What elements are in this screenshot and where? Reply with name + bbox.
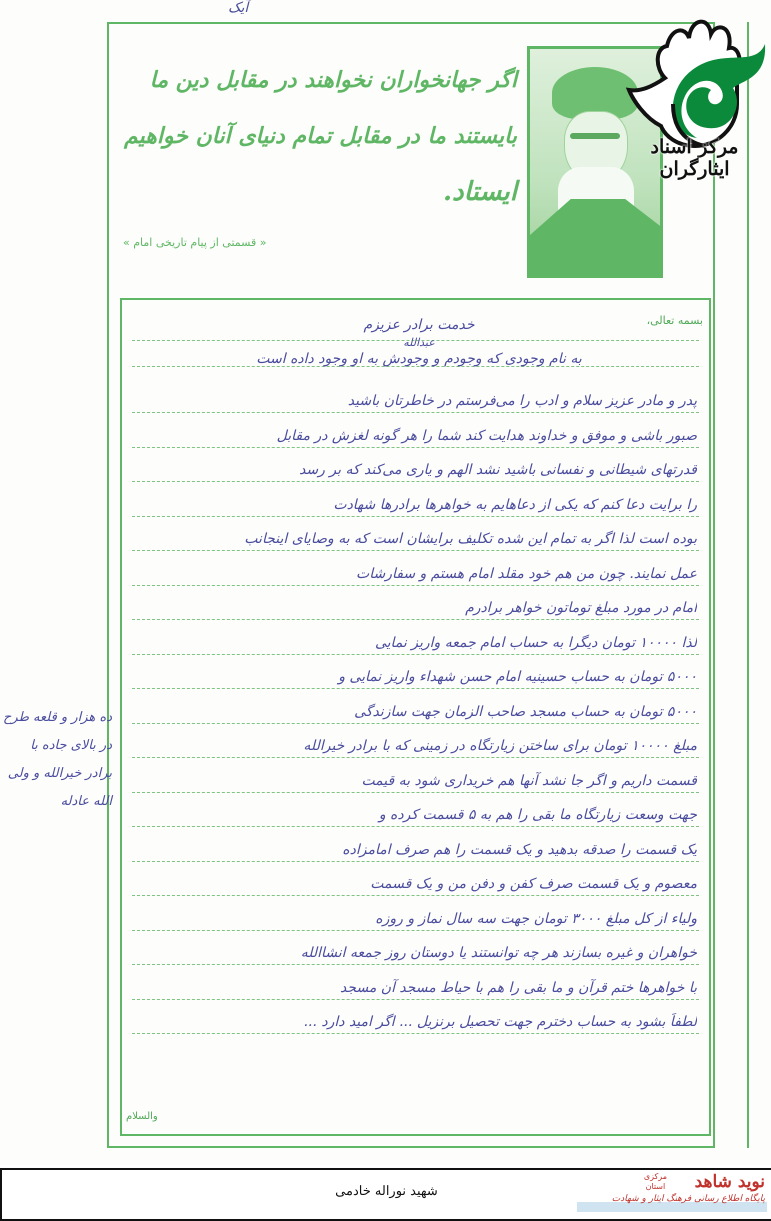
top-handwritten-note: آیک bbox=[228, 0, 249, 16]
handwritten-line: مبلغ ۱۰۰۰۰ تومان برای ساختن زیارتگاه در زمینی که با برادر خیرالله bbox=[303, 738, 697, 754]
salutation-line: خدمت برادر عزیزم bbox=[363, 317, 475, 333]
logo-tagline: پایگاه اطلاع رسانی فرهنگ ایثار و شهادت bbox=[611, 1194, 765, 1204]
ruled-line bbox=[132, 861, 699, 862]
ruled-line bbox=[132, 688, 699, 689]
logo-province-line-1: مرکزی bbox=[643, 1172, 667, 1181]
ruled-line bbox=[132, 516, 699, 517]
logo-province-line-2: استان bbox=[645, 1182, 666, 1191]
ruled-line bbox=[132, 412, 699, 413]
quote-line-3: ایستاد. bbox=[442, 177, 517, 207]
bismillah-heading: بسمه تعالی، bbox=[646, 314, 703, 327]
handwritten-line: با خواهرها ختم قرآن و ما بقی را هم با حیاط مسجد آن مسجد bbox=[339, 979, 697, 996]
handwritten-line: ولیاء از کل مبلغ ۳۰۰۰ تومان جهت سه سال نماز و روزه bbox=[375, 910, 697, 927]
handwritten-line: جهت وسعت زیارتگاه ما بقی را هم به ۵ قسمت کرده و bbox=[378, 807, 697, 823]
margin-handwritten-note: ده هزار و قلعه طرح در بالای جاده با برادر خیرالله و ولی الله عادله bbox=[3, 710, 112, 809]
ruled-line bbox=[132, 964, 699, 965]
letterhead-quote bbox=[117, 52, 517, 220]
martyr-name-caption: شهید نوراله خادمی bbox=[335, 1184, 438, 1199]
portrait-robe bbox=[530, 199, 663, 278]
ruled-line bbox=[132, 930, 699, 931]
ruled-line bbox=[132, 550, 699, 551]
ruled-line bbox=[132, 757, 699, 758]
ruled-line bbox=[132, 895, 699, 896]
ruled-line bbox=[132, 447, 699, 448]
caption-footer bbox=[0, 1168, 771, 1221]
handwritten-line: یک قسمت را صدقه بدهید و یک قسمت را هم صرف امامزاده bbox=[342, 841, 697, 858]
quote-line-1: اگر جهانخواران نخواهند در مقابل دین ما bbox=[149, 67, 517, 93]
handwritten-line: پدر و مادر عزیز سلام و ادب را می‌فرستم در خاطرتان باشید bbox=[347, 393, 697, 409]
handwritten-line: قدرتهای شیطانی و نفسانی باشید نشد الهم و یاری می‌کند که بر رسد bbox=[299, 462, 697, 478]
handwritten-line: عمل نمایند. چون من هم خود مقلد امام هستم و سفارشات bbox=[356, 565, 697, 582]
ruled-line bbox=[132, 619, 699, 620]
handwritten-line: امام در مورد مبلغ توماتون خواهر برادرم bbox=[465, 600, 697, 616]
navid-shahed-logo bbox=[537, 1172, 767, 1212]
ruled-line bbox=[132, 999, 699, 1000]
logo-province bbox=[644, 1172, 667, 1192]
handwritten-line: صبور باشی و موفق و خداوند هدایت کند شما را هر گونه لغزش در مقابل bbox=[276, 427, 697, 444]
ruled-line bbox=[132, 585, 699, 586]
handwritten-line: بوده است لذا اگر به تمام این شده تکلیف برایشان است که به وصایای اینجانب bbox=[244, 531, 697, 547]
handwritten-line: را برایت دعا کنم که یکی از دعاهایم به خواهرها برادرها شهادت bbox=[333, 496, 697, 513]
recipient-name: عبدالله bbox=[403, 336, 435, 349]
ruled-line bbox=[132, 481, 699, 482]
ruled-line bbox=[132, 654, 699, 655]
handwritten-line: معصوم و یک قسمت صرف کفن و دفن من و یک قسمت bbox=[370, 876, 697, 892]
closing-salutation: والسلام bbox=[126, 1111, 158, 1122]
ruled-line bbox=[132, 826, 699, 827]
handwritten-line: خواهران و غیره بسازند هر چه توانستند یا دوستان روز جمعه انشاالله bbox=[300, 945, 697, 961]
logo-wordmark: مرکز اسناد ایثارگران bbox=[650, 136, 739, 180]
ruled-line bbox=[132, 1033, 699, 1034]
handwritten-line: ۵۰۰۰ تومان به حساب مسجد صاحب الزمان جهت سازندگی bbox=[354, 703, 697, 720]
quote-line-2: بایستند ما در مقابل تمام دنیای آنان خواهیم bbox=[123, 123, 517, 149]
invocation-line: به نام وجودی که وجودم و وجودش به او وجود داده است bbox=[256, 351, 582, 367]
quote-attribution: « قسمتی از پیام تاریخی امام » bbox=[123, 236, 267, 249]
portrait-brows bbox=[570, 133, 620, 139]
ruled-line bbox=[132, 723, 699, 724]
letter-body bbox=[120, 298, 711, 1136]
handwritten-line: لطفاً بشود به حساب دخترم جهت تحصیل برنزیل ... اگر امید دارد ... bbox=[303, 1014, 697, 1030]
logo-brand: نوید شاهد bbox=[694, 1172, 765, 1192]
handwritten-line: قسمت داریم و اگر جا نشد آنها هم خریداری شود به قیمت bbox=[361, 772, 697, 789]
ruled-line bbox=[132, 792, 699, 793]
handwritten-line: ۵۰۰۰ تومان به حساب حسینیه امام حسن شهداء واریز نمایی و bbox=[338, 669, 697, 685]
handwritten-line: لذا ۱۰۰۰۰ تومان دیگرا به حساب امام جمعه واریز نمایی bbox=[374, 634, 697, 651]
outer-frame-right-rule bbox=[747, 22, 749, 1148]
